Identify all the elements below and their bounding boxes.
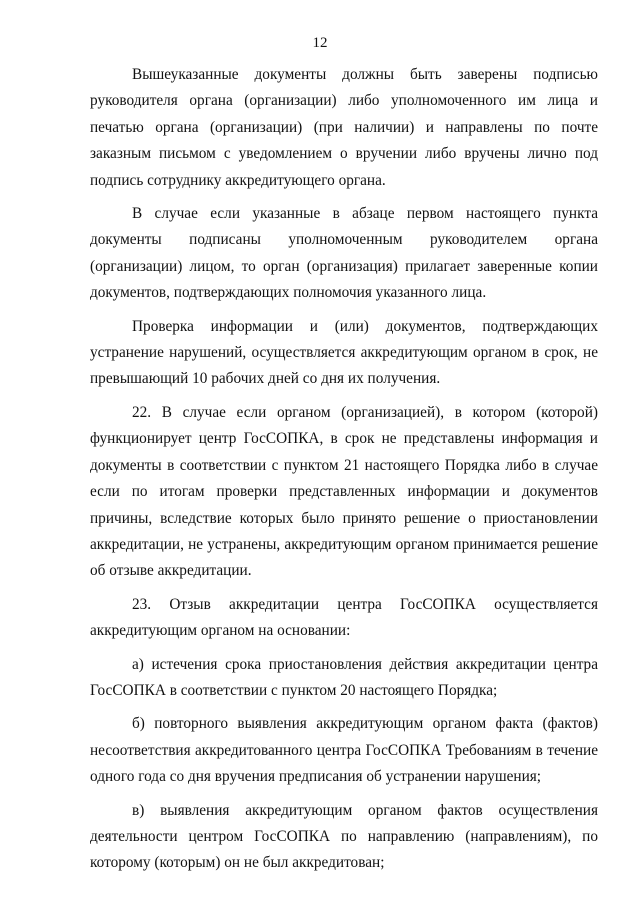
paragraph-authorized-person: В случае если указанные в абзаце первом настоящего пункта документы подписаны уполномоченным руководителем органа (организации) лицом, то орган (организация) прилагает заверенные копии документов, подтверждающих полномочия указанного лица. — [90, 205, 598, 302]
paragraph-item-23-a: а) истечения срока приостановления действия аккредитации центра ГосСОПКА в соответствии с пунктом 20 настоящего Порядка; — [90, 655, 598, 699]
paragraph-item-23-v: в) выявления аккредитующим органом фактов осуществления деятельности центром ГосСОПКА по направлению (направлениям), по которому (которым) он не был аккредитован; — [90, 801, 598, 872]
paragraph-item-23-b: б) повторного выявления аккредитующим органом факта (фактов) несоответствия аккредитованного центра ГосСОПКА Требованиям в течение одного года со дня вручения предписания об устранении нарушения; — [90, 715, 598, 786]
paragraph-item-22: 22. В случае если органом (организацией), в котором (которой) функционирует центр ГосСОПКА, в срок не представлены информация и документы в соответствии с пунктом 21 настоящего Порядка либо в случае если по итогам проверки представленных информации и документов причины, вследствие которых было принято решение о приостановлении аккредитации, не устранены, аккредитующим органом принимается решение об отзыве аккредитации. — [90, 403, 598, 580]
document-body — [90, 62, 598, 884]
paragraph-item-23: 23. Отзыв аккредитации центра ГосСОПКА осуществляется аккредитующим органом на основании: — [90, 595, 598, 640]
paragraph-verification: Проверка информации и (или) документов, подтверждающих устранение нарушений, осуществляется аккредитующим органом в срок, не превышающий 10 рабочих дней со дня их получения. — [90, 317, 598, 388]
paragraph-documents-certification: Вышеуказанные документы должны быть заверены подписью руководителя органа (организации) либо уполномоченного им лица и печатью органа (организации) (при наличии) и направлены по почте заказным письмом с уведомлением о вручении либо вручены лично под подпись сотруднику аккредитующего органа. — [90, 66, 598, 189]
page-number: 12 — [312, 35, 328, 51]
